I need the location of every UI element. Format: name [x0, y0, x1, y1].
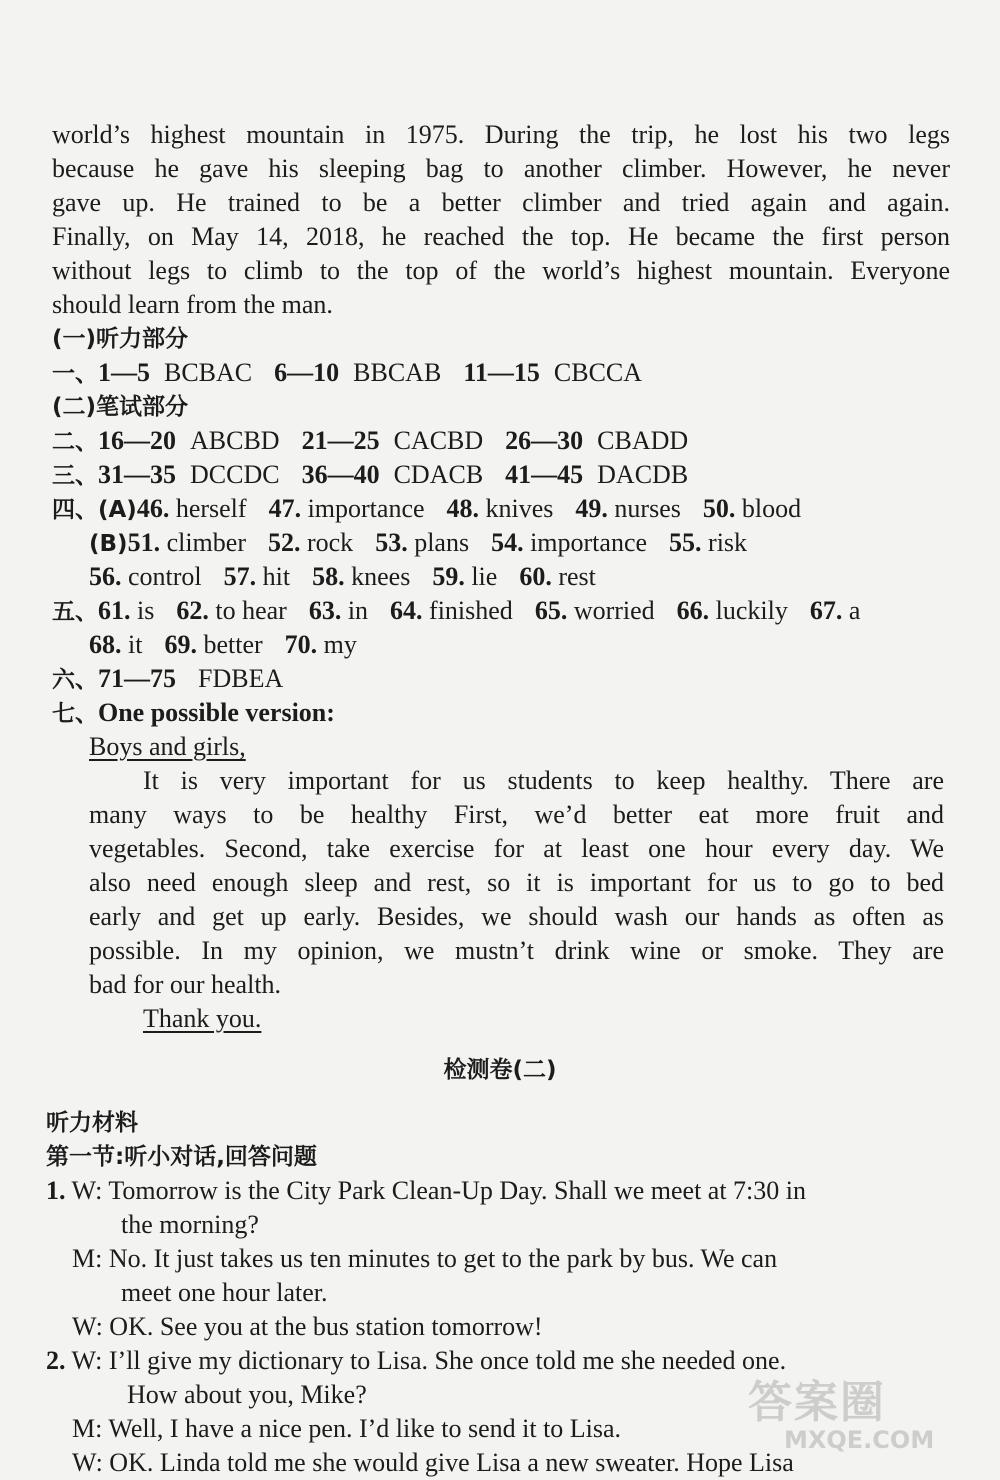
dialogue-line: the morning?	[121, 1210, 259, 1239]
dialogue-line: How about you, Mike?	[127, 1380, 367, 1409]
answer-row: 五、61. is 62. to hear 63. in 64. finished 65. worried 66. luckily 67. a	[52, 596, 861, 625]
dialogue-line: W: OK. Linda told me she would give Lisa a new sweater. Hope Lisa	[72, 1448, 794, 1477]
dialogue-line: meet one hour later.	[121, 1278, 328, 1307]
test-title: 检测卷(二)	[443, 1057, 557, 1083]
essay-label: One possible version:	[98, 698, 335, 727]
passage-line: because he gave his sleeping bag to another climber. However, he never	[52, 154, 950, 183]
section-heading: (二)笔试部分	[52, 394, 189, 420]
answer-row: 七、One possible version:	[52, 698, 335, 727]
passage-line: world’s highest mountain in 1975. During the trip, he lost his two legs	[52, 120, 950, 149]
essay-line: bad for our health.	[89, 970, 282, 999]
answer-row: 四、(A)46. herself 47. importance 48. knives 49. nurses 50. blood	[52, 494, 802, 523]
answer-row: 68. it 69. better 70. my	[89, 630, 357, 659]
watermark-logo: 答案圈 MXQE.COM	[748, 1377, 935, 1454]
essay-greeting: Boys and girls,	[89, 732, 246, 761]
section-heading: 听力材料	[46, 1110, 138, 1136]
passage-line: without legs to climb to the top of the world’s highest mountain. Everyone	[52, 256, 950, 285]
essay-line: possible. In my opinion, we mustn’t drink wine or smoke. They are	[89, 936, 944, 965]
passage-line: gave up. He trained to be a better climber and tried again and again.	[52, 188, 950, 217]
essay-line: vegetables. Second, take exercise for at least one hour every day. We	[89, 834, 944, 863]
passage-line: should learn from the man.	[52, 290, 333, 319]
dialogue-line: W: OK. See you at the bus station tomorrow!	[72, 1312, 543, 1341]
dialogue-line: M: Well, I have a nice pen. I’d like to send it to Lisa.	[72, 1414, 622, 1443]
answer-row: 一、1—5 BCBAC 6—10 BBCAB 11—15 CBCCA	[52, 358, 643, 387]
essay-line: It is very important for us students to keep healthy. There are	[143, 766, 944, 795]
section-heading: (一)听力部分	[52, 326, 189, 352]
dialogue-number: 2.	[46, 1346, 66, 1375]
answer-row: 三、31—35 DCCDC 36—40 CDACB 41—45 DACDB	[52, 460, 689, 489]
essay-line: early and get up early. Besides, we should wash our hands as often as	[89, 902, 944, 931]
section-heading: 第一节:听小对话,回答问题	[46, 1144, 317, 1170]
dialogue-line: 2. W: I’ll give my dictionary to Lisa. She once told me she needed one.	[46, 1346, 787, 1375]
dialogue-line: M: No. It just takes us ten minutes to get to the park by bus. We can	[72, 1244, 778, 1273]
question-prefix: 一、	[52, 361, 98, 387]
passage-line: Finally, on May 14, 2018, he reached the top. He became the first person	[52, 222, 950, 251]
answer-row: (B)51. climber 52. rock 53. plans 54. importance 55. risk	[89, 528, 748, 557]
essay-line: many ways to be healthy First, we’d better eat more fruit and	[89, 800, 944, 829]
essay-closing: Thank you.	[143, 1004, 262, 1033]
answer-row: 56. control 57. hit 58. knees 59. lie 60. rest	[89, 562, 596, 591]
essay-line: also need enough sleep and rest, so it is important for us to go to bed	[89, 868, 944, 897]
dialogue-line: 1. W: Tomorrow is the City Park Clean-Up Day. Shall we meet at 7:30 in	[46, 1176, 807, 1205]
dialogue-number: 1.	[46, 1176, 66, 1205]
answer-row: 二、16—20 ABCBD 21—25 CACBD 26—30 CBADD	[52, 426, 689, 455]
answer-row: 六、71—75 FDBEA	[52, 664, 284, 693]
